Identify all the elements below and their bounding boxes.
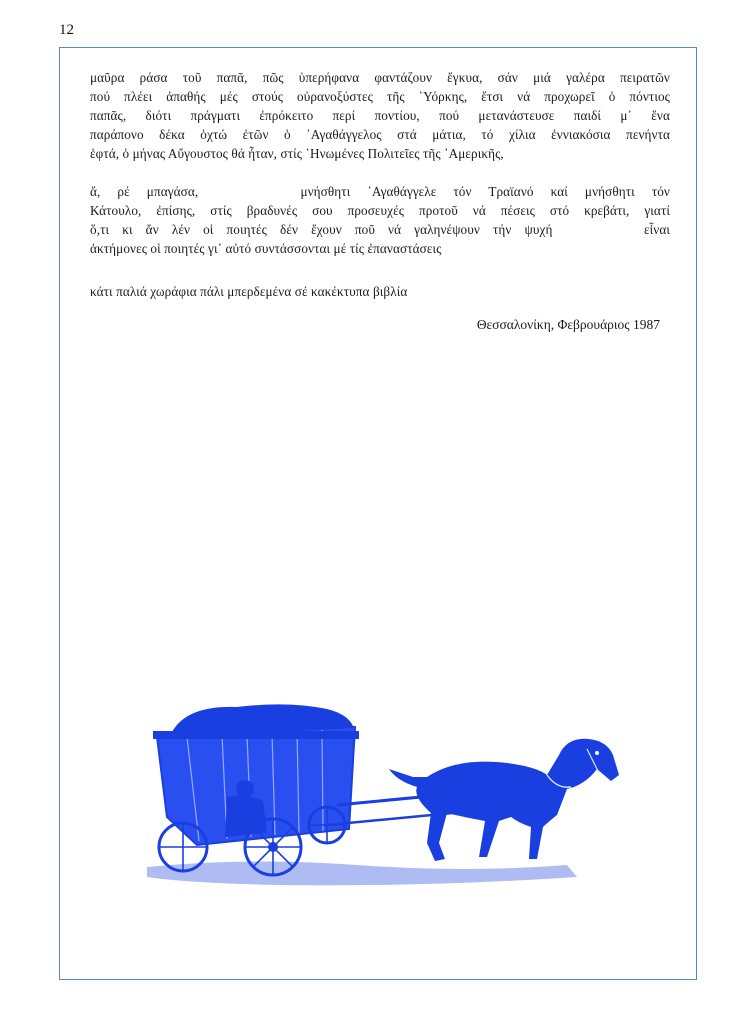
poem-paragraph-3	[90, 282, 670, 301]
horse-cart-illustration	[127, 697, 642, 897]
horse-cart-drawing	[147, 704, 619, 885]
poem-paragraph-2	[90, 182, 670, 258]
poem-line: κάτι παλιά χωράφια πάλι μπερδεμένα σέ κακέκτυπα βιβλία	[90, 284, 408, 299]
poem-line: Κάτουλο, ἐπίσης, στίς βραδυνές σου προσευχές προτοῦ νά πέσεις στό κρεβάτι, γιατί	[90, 203, 670, 218]
poem-line: μαῦρα ράσα τοῦ παπᾶ, πῶς ὑπερήφανα φαντάζουν ἔγκυα, σάν μιά γαλέρα πειρατῶν	[90, 70, 670, 85]
poem-line: ἀκτήμονες οἱ ποιητές γι᾿ αὐτό συντάσσονται μέ τίς ἐπαναστάσεις	[90, 241, 442, 256]
poem-line: πού πλέει ἀπαθής μές στούς οὐρανοξύστες τῆς ῾Υόρκης, ἔτσι νά προχωρεῖ ὁ πόντιος	[90, 89, 670, 104]
poem-paragraph-1	[90, 68, 670, 163]
poem-line: παράπονο δέκα ὀχτώ ἐτῶν ὁ ᾿Αγαθάγγελος στά μάτια, τό χίλια ἐννιακόσια πενήντα	[90, 127, 670, 142]
poem-line: ἑφτά, ὁ μήνας Αὔγουστος θά ἦταν, στίς ῾Ηνωμένες Πολιτεῖες τῆς ᾿Αμερικῆς,	[90, 146, 504, 161]
poem-line: ἄ, ρέ μπαγάσα, μνήσθητι ᾿Αγαθάγγελε τόν Τραϊανό καί μνήσθητι τόν	[90, 184, 670, 199]
poem-line: ὅ,τι κι ἄν λέν οἱ ποιητές δέν ἔχουν ποῦ νά γαληνέψουν τήν ψυχή εἶναι	[90, 222, 670, 237]
poem-line: παπᾶς, διότι πράγματι ἐπρόκειτο περί ποντίου, πού μετανάστευσε παιδί μ᾿ ἕνα	[90, 108, 670, 123]
place-date-signature: Θεσσαλονίκη, Φεβρουάριος 1987	[476, 317, 660, 332]
page-number: 12	[59, 22, 74, 38]
